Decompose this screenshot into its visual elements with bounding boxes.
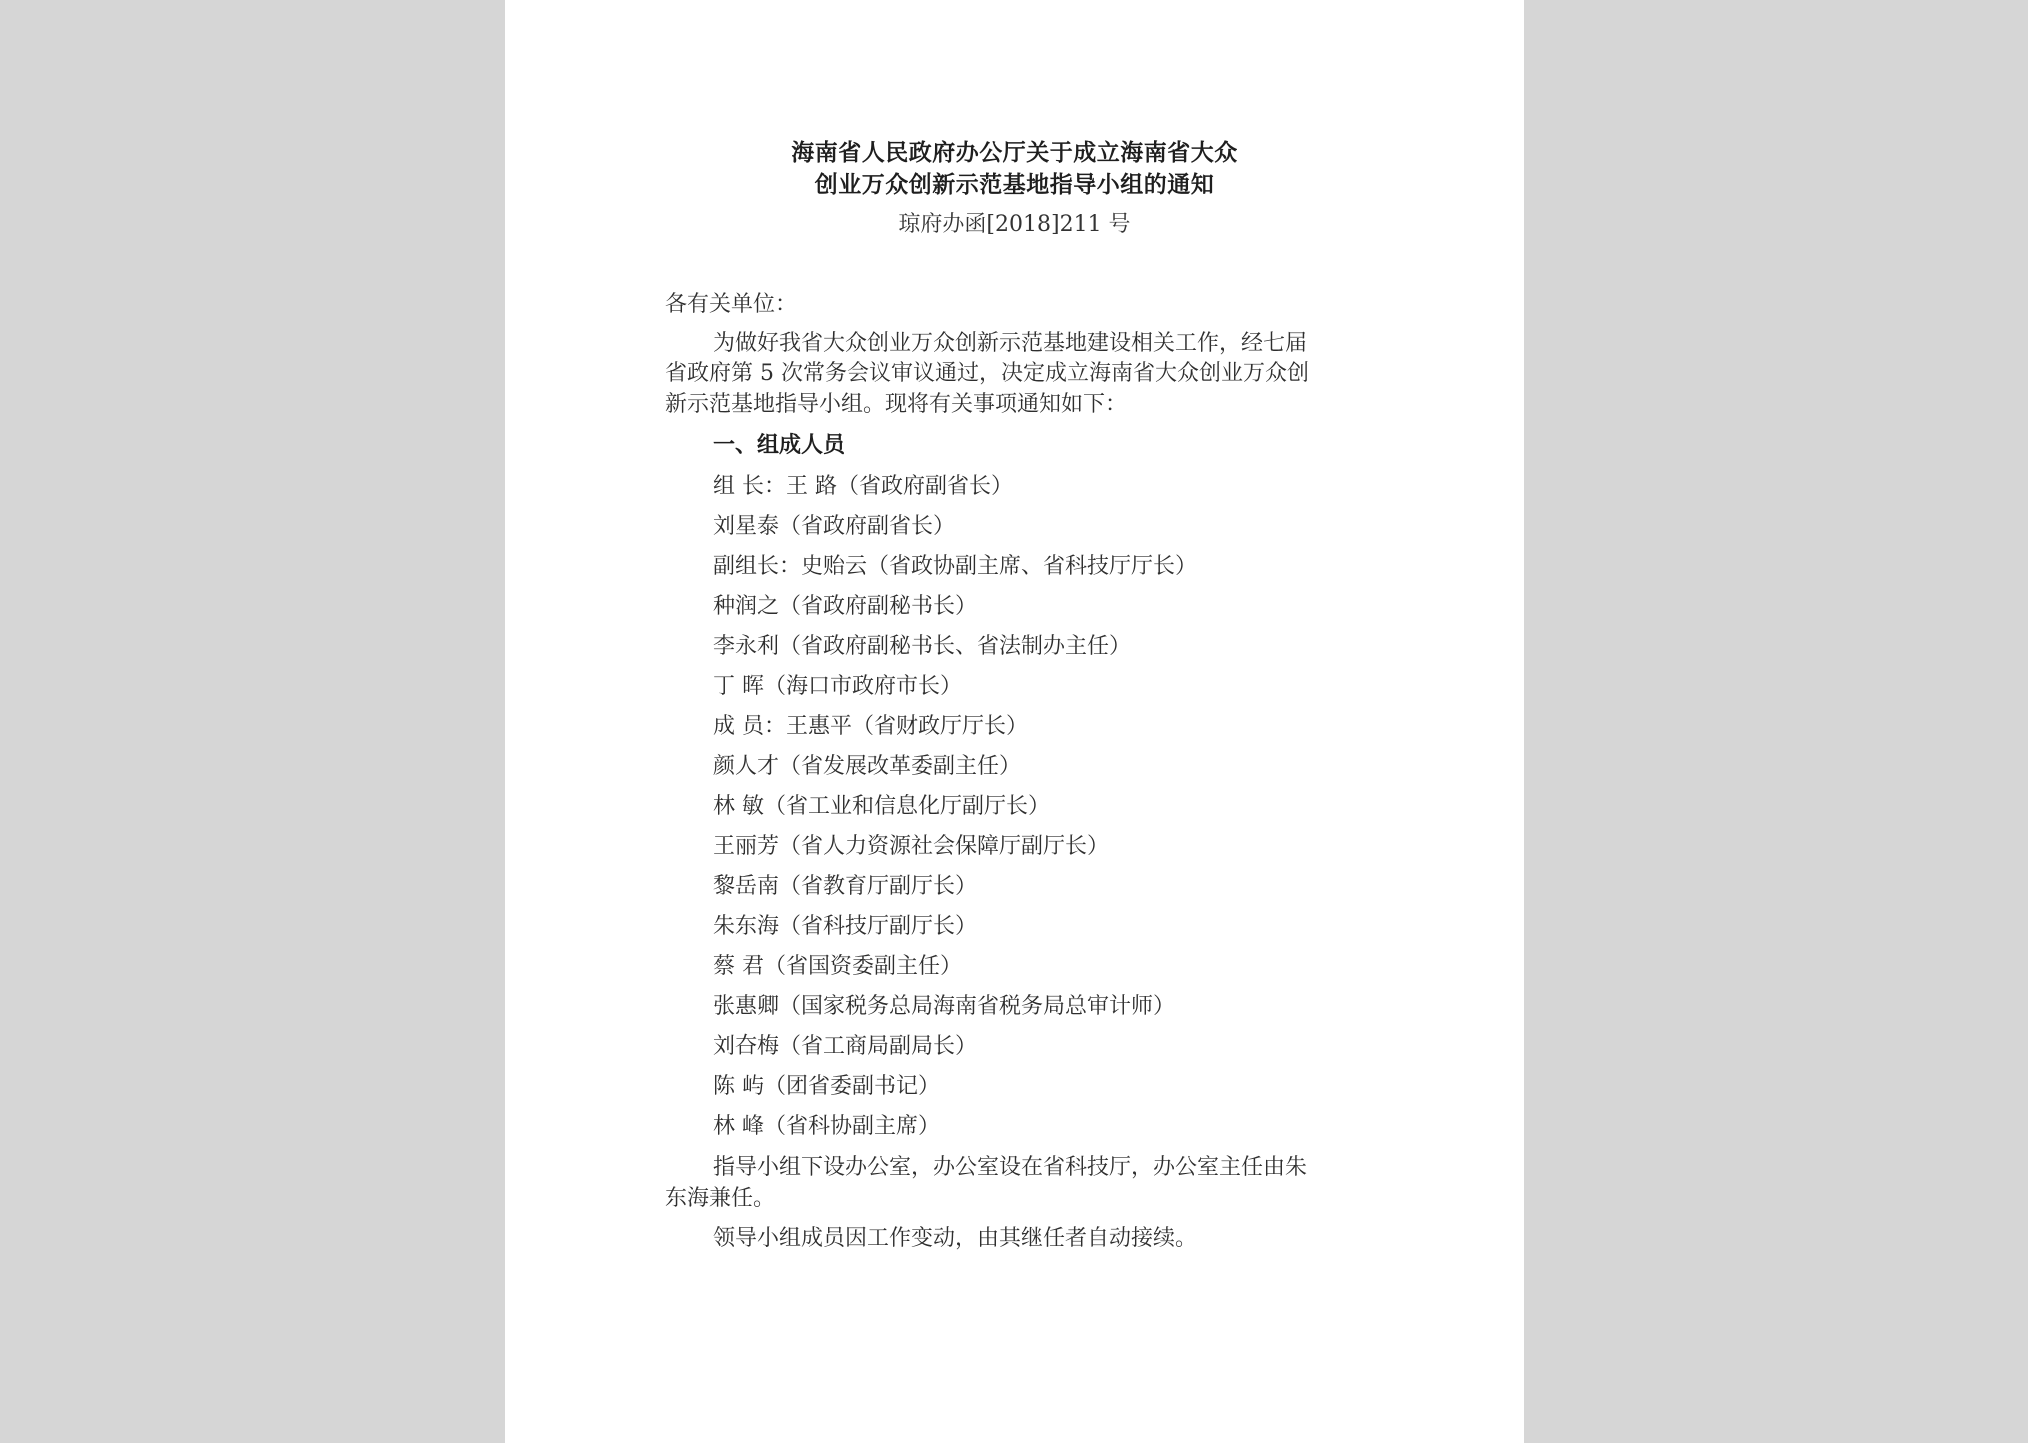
member-line: 黎岳南（省教育厅副厅长） bbox=[713, 874, 978, 899]
intro-paragraph-line: 为做好我省大众创业万众创新示范基地建设相关工作，经七届 bbox=[713, 331, 1308, 356]
member-line: 林 峰（省科协副主席） bbox=[713, 1114, 940, 1139]
closing-paragraph: 领导小组成员因工作变动，由其继任者自动接续。 bbox=[713, 1226, 1198, 1251]
document-page bbox=[505, 0, 1524, 1443]
member-line: 蔡 君（省国资委副主任） bbox=[713, 954, 962, 979]
member-line: 颜人才（省发展改革委副主任） bbox=[713, 754, 1022, 779]
salutation: 各有关单位： bbox=[665, 292, 798, 317]
member-line: 副组长：史贻云（省政协副主席、省科技厅厅长） bbox=[713, 554, 1198, 579]
member-line: 陈 屿（团省委副书记） bbox=[713, 1074, 940, 1099]
document-number: 琼府办函[2018]211 号 bbox=[898, 212, 1131, 237]
member-line: 朱东海（省科技厅副厅长） bbox=[713, 914, 978, 939]
document-title-line-1: 海南省人民政府办公厅关于成立海南省大众 bbox=[791, 139, 1238, 166]
office-paragraph-line: 东海兼任。 bbox=[665, 1186, 776, 1211]
member-line: 张惠卿（国家税务总局海南省税务局总审计师） bbox=[713, 994, 1176, 1019]
office-paragraph-line: 指导小组下设办公室，办公室设在省科技厅，办公室主任由朱 bbox=[713, 1155, 1308, 1180]
member-line: 刘夻梅（省工商局副局长） bbox=[713, 1034, 978, 1059]
document-title-line-2: 创业万众创新示范基地指导小组的通知 bbox=[814, 171, 1215, 198]
member-line: 刘星泰（省政府副省长） bbox=[713, 514, 956, 539]
member-line: 丁 晖（海口市政府市长） bbox=[713, 674, 962, 699]
section-heading: 一、组成人员 bbox=[713, 432, 846, 458]
member-line: 成 员：王惠平（省财政厅厅长） bbox=[713, 714, 1028, 739]
member-line: 组 长：王 路（省政府副省长） bbox=[713, 474, 1013, 499]
member-line: 种润之（省政府副秘书长） bbox=[713, 594, 978, 619]
member-line: 王丽芳（省人力资源社会保障厅副厅长） bbox=[713, 834, 1110, 859]
intro-paragraph-line: 省政府第 5 次常务会议审议通过，决定成立海南省大众创业万众创 bbox=[665, 361, 1309, 386]
intro-paragraph-line: 新示范基地指导小组。现将有关事项通知如下： bbox=[665, 392, 1128, 417]
member-line: 李永利（省政府副秘书长、省法制办主任） bbox=[713, 634, 1132, 659]
member-line: 林 敏（省工业和信息化厅副厅长） bbox=[713, 794, 1050, 819]
